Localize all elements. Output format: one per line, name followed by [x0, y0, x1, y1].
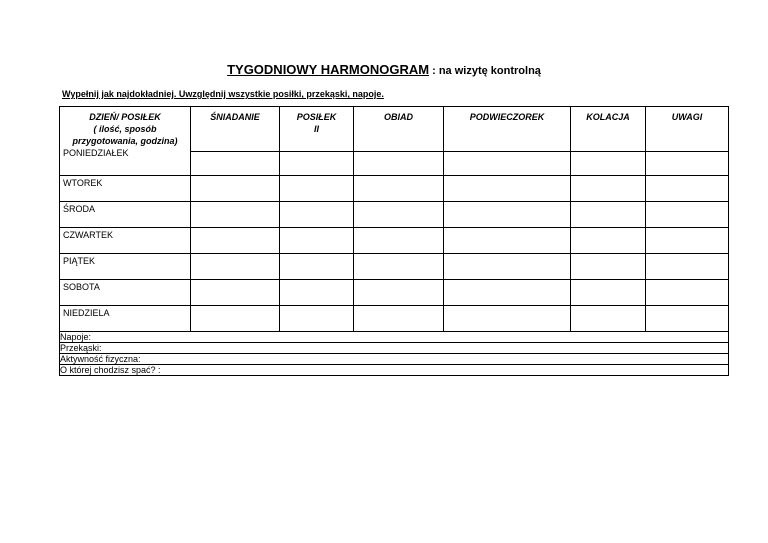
- notes-cell[interactable]: [646, 228, 729, 254]
- meal-cell[interactable]: [354, 202, 444, 228]
- day-row: [60, 202, 729, 228]
- header-day-meal-line2: ( ilość, sposób: [93, 124, 157, 134]
- meal-cell[interactable]: [354, 306, 444, 332]
- sleep-time-field[interactable]: O której chodzisz spać? :: [60, 365, 729, 376]
- document-title: [0, 62, 768, 77]
- day-label-tuesday: WTOREK: [60, 176, 191, 202]
- day-row: [60, 306, 729, 332]
- notes-cell[interactable]: [646, 306, 729, 332]
- notes-cell[interactable]: [646, 202, 729, 228]
- meal-cell[interactable]: [354, 280, 444, 306]
- meal-cell[interactable]: [280, 202, 354, 228]
- footer-row-sleep: [60, 365, 729, 376]
- header-posilek-ii: [280, 107, 354, 152]
- meal-cell[interactable]: [280, 306, 354, 332]
- day-label-wednesday: ŚRODA: [60, 202, 191, 228]
- drinks-field[interactable]: Napoje:: [60, 332, 729, 343]
- header-kolacja: KOLACJA: [571, 107, 646, 152]
- day-label-sunday: NIEDZIELA: [60, 306, 191, 332]
- meal-cell[interactable]: [191, 306, 280, 332]
- cell-monday-sniadanie[interactable]: [191, 152, 280, 176]
- meal-cell[interactable]: [354, 228, 444, 254]
- day-row: [60, 280, 729, 306]
- header-posilek-ii-line2: II: [313, 124, 319, 134]
- meal-cell[interactable]: [444, 280, 571, 306]
- activity-field[interactable]: Aktywność fizyczna:: [60, 354, 729, 365]
- meal-cell[interactable]: [571, 280, 646, 306]
- day-label-monday: PONIEDZIAŁEK: [63, 148, 129, 158]
- day-label-friday: PIĄTEK: [60, 254, 191, 280]
- cell-monday-podwieczorek[interactable]: [444, 152, 571, 176]
- day-row: [60, 176, 729, 202]
- notes-cell[interactable]: [646, 254, 729, 280]
- day-row: [60, 254, 729, 280]
- cell-monday-obiad[interactable]: [354, 152, 444, 176]
- meal-cell[interactable]: [191, 228, 280, 254]
- meal-cell[interactable]: [191, 202, 280, 228]
- meal-cell[interactable]: [571, 228, 646, 254]
- title-main: TYGODNIOWY HARMONOGRAM: [227, 62, 430, 77]
- day-label-thursday: CZWARTEK: [60, 228, 191, 254]
- header-day-meal-line3: przygotowania, godzina): [72, 136, 178, 146]
- header-posilek-ii-line1: POSIŁEK: [296, 112, 337, 122]
- header-obiad: OBIAD: [354, 107, 444, 152]
- meal-cell[interactable]: [571, 202, 646, 228]
- meal-cell[interactable]: [444, 202, 571, 228]
- footer-row-activity: [60, 354, 729, 365]
- header-day-meal-line1: DZIEŃ/ POSIŁEK: [89, 112, 161, 122]
- footer-row-snacks: [60, 343, 729, 354]
- schedule-table: [59, 106, 729, 376]
- header-sniadanie: ŚNIADANIE: [191, 107, 280, 152]
- meal-cell[interactable]: [444, 306, 571, 332]
- meal-cell[interactable]: [571, 176, 646, 202]
- header-row: [60, 107, 729, 152]
- instruction-text: Wypełnij jak najdokładniej. Uwzględnij wszystkie posiłki, przekąski, napoje.: [62, 89, 384, 99]
- meal-cell[interactable]: [571, 254, 646, 280]
- day-row: [60, 228, 729, 254]
- meal-cell[interactable]: [354, 176, 444, 202]
- cell-monday-kolacja[interactable]: [571, 152, 646, 176]
- day-label-saturday: SOBOTA: [60, 280, 191, 306]
- meal-cell[interactable]: [191, 280, 280, 306]
- cell-monday-uwagi[interactable]: [646, 152, 729, 176]
- meal-cell[interactable]: [444, 176, 571, 202]
- meal-cell[interactable]: [191, 176, 280, 202]
- meal-cell[interactable]: [444, 228, 571, 254]
- meal-cell[interactable]: [571, 306, 646, 332]
- meal-cell[interactable]: [354, 254, 444, 280]
- meal-cell[interactable]: [444, 254, 571, 280]
- meal-cell[interactable]: [280, 228, 354, 254]
- header-podwieczorek: PODWIECZOREK: [444, 107, 571, 152]
- meal-cell[interactable]: [191, 254, 280, 280]
- notes-cell[interactable]: [646, 176, 729, 202]
- meal-cell[interactable]: [280, 176, 354, 202]
- header-uwagi: UWAGI: [646, 107, 729, 152]
- meal-cell[interactable]: [280, 254, 354, 280]
- footer-row-drinks: [60, 332, 729, 343]
- notes-cell[interactable]: [646, 280, 729, 306]
- meal-cell[interactable]: [280, 280, 354, 306]
- title-sub: : na wizytę kontrolną: [429, 65, 541, 77]
- header-day-meal: [60, 107, 191, 176]
- snacks-field[interactable]: Przekąski:: [60, 343, 729, 354]
- cell-monday-posilek-ii[interactable]: [280, 152, 354, 176]
